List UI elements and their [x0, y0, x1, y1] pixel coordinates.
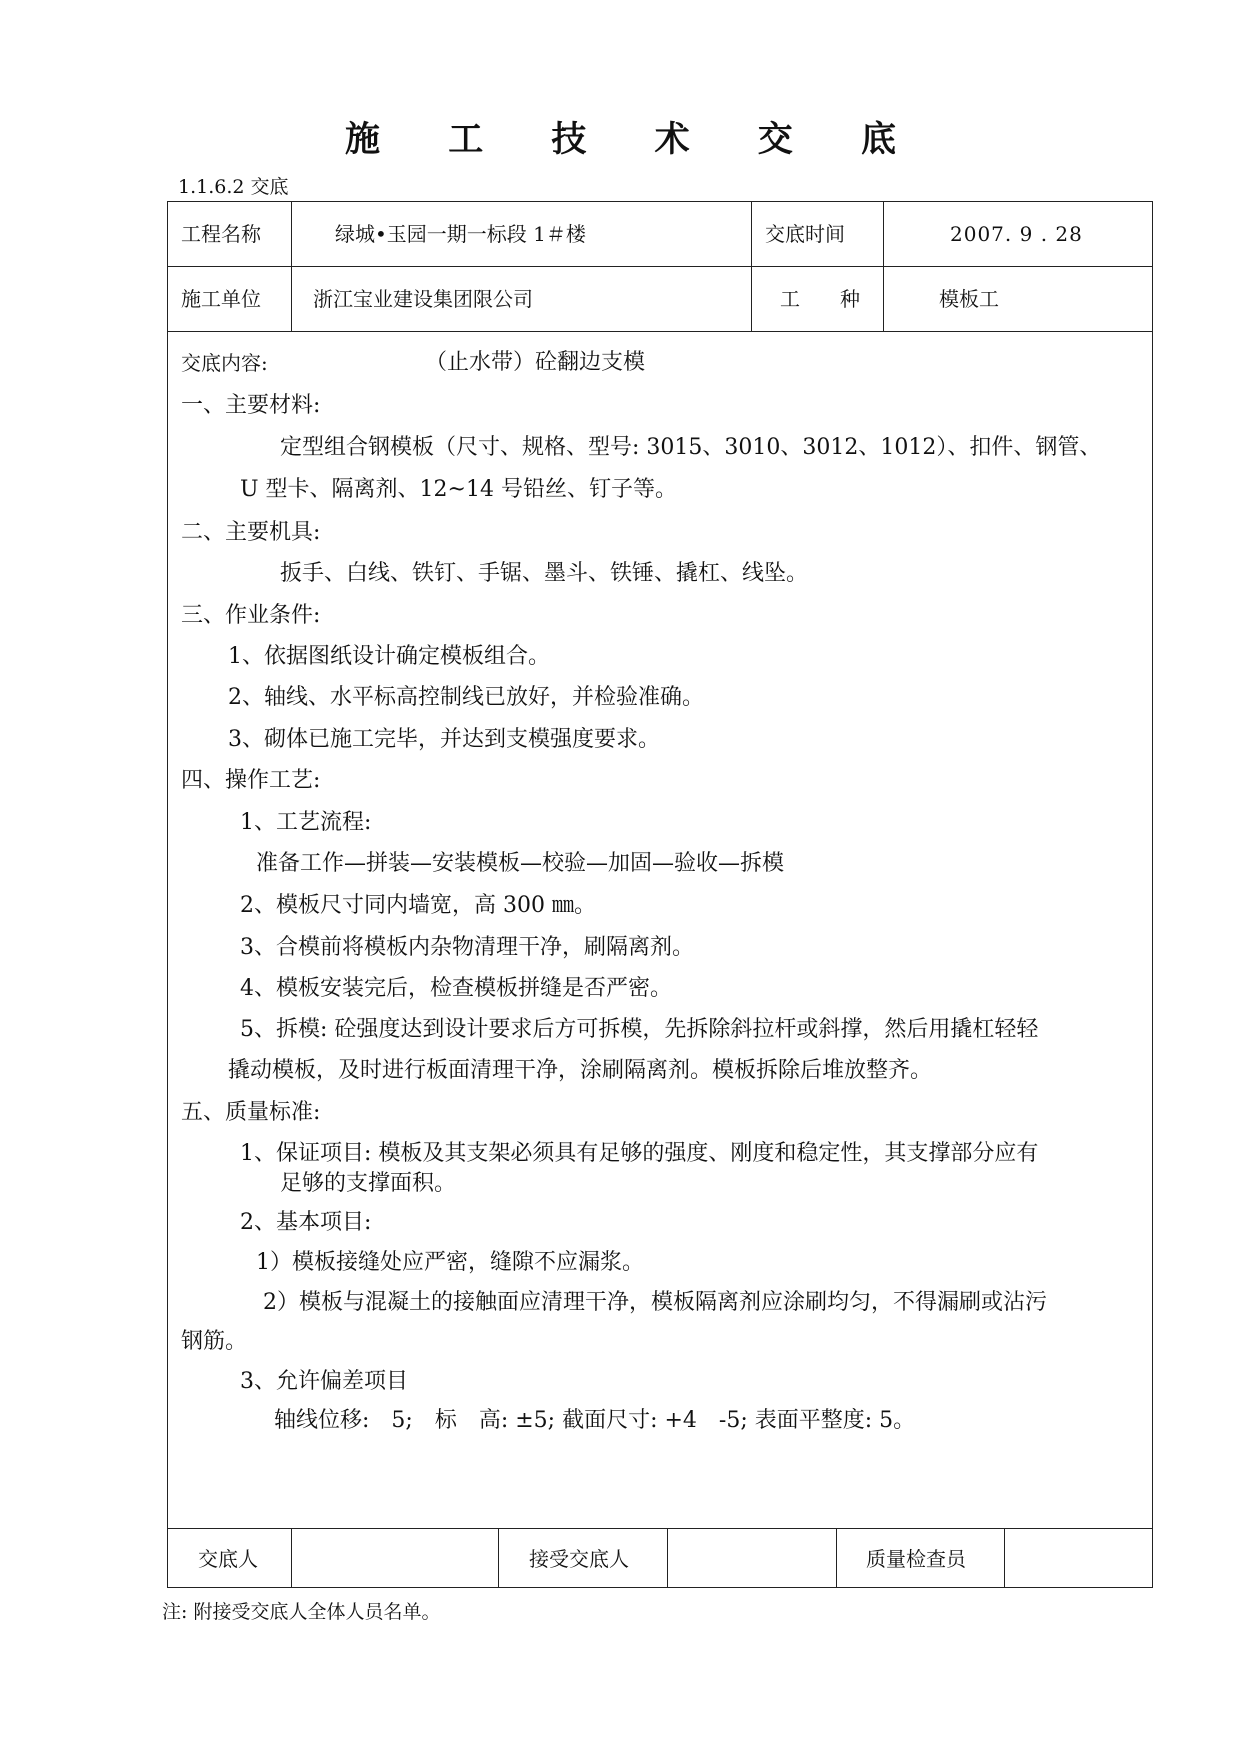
row-divider	[168, 266, 1152, 267]
section-heading: 三、作业条件:	[181, 603, 321, 628]
disclosure-time-value: 2007. 9 . 28	[950, 222, 1083, 246]
content-line: 足够的支撑面积。	[280, 1171, 457, 1196]
content-line: 准备工作—拼装—安装模板—校验—加固—验收—拆模	[256, 851, 785, 876]
presenter-label: 交底人	[198, 1547, 258, 1571]
column-divider	[1004, 1528, 1005, 1588]
content-line: 扳手、白线、铁钉、手锯、墨斗、铁锤、撬杠、线坠。	[280, 561, 809, 586]
section-heading: 一、主要材料:	[181, 393, 321, 418]
content-line: 5、拆模: 砼强度达到设计要求后方可拆模，先拆除斜拉杆或斜撑，然后用撬杠轻轻	[240, 1017, 1039, 1042]
content-line: 1、工艺流程:	[240, 810, 372, 835]
content-line: 2、基本项目:	[240, 1210, 372, 1235]
content-line: 3、允许偏差项目	[240, 1369, 408, 1394]
document-title: 施 工 技 术 交 底	[345, 119, 924, 160]
content-line: 撬动模板，及时进行板面清理干净，涂刷隔离剂。模板拆除后堆放整齐。	[228, 1058, 933, 1083]
column-divider	[291, 1528, 292, 1588]
section-heading: 五、质量标准:	[181, 1100, 321, 1125]
content-line: 1）模板接缝处应严密，缝隙不应漏浆。	[256, 1250, 644, 1275]
row-divider	[168, 331, 1152, 332]
content-line: 2）模板与混凝土的接触面应清理干净，模板隔离剂应涂刷均匀，不得漏刷或沾污	[263, 1290, 1047, 1315]
content-line: U 型卡、隔离剂、12~14 号铅丝、钉子等。	[240, 477, 677, 502]
project-name-value: 绿城•玉园一期一标段 1＃楼	[335, 222, 586, 246]
section-heading: 二、主要机具:	[181, 520, 321, 545]
content-line: 3、合模前将模板内杂物清理干净，刷隔离剂。	[240, 935, 694, 960]
construction-unit-label: 施工单位	[181, 287, 261, 311]
footnote: 注: 附接受交底人全体人员名单。	[162, 1601, 441, 1623]
content-line: 钢筋。	[181, 1329, 248, 1354]
disclosure-time-label: 交底时间	[765, 222, 845, 246]
section-number: 1.1.6.2 交底	[178, 176, 289, 198]
content-line: 3、砌体已施工完毕，并达到支模强度要求。	[228, 727, 660, 752]
inspector-label: 质量检查员	[866, 1547, 966, 1571]
column-divider	[498, 1528, 499, 1588]
content-title: （止水带）砼翻边支模	[425, 350, 646, 375]
content-line: 2、模板尺寸同内墙宽，高 300 ㎜。	[240, 893, 596, 918]
content-line: 定型组合钢模板（尺寸、规格、型号: 3015、3010、3012、1012）、扣件、钢管、	[280, 435, 1102, 460]
project-name-label: 工程名称	[181, 222, 261, 246]
trade-label: 工 种	[780, 287, 860, 311]
content-line: 1、保证项目: 模板及其支架必须具有足够的强度、刚度和稳定性，其支撑部分应有	[240, 1141, 1039, 1166]
disclosure-form	[167, 201, 1153, 1588]
content-line: 4、模板安装完后，检查模板拼缝是否严密。	[240, 976, 672, 1001]
content-line: 2、轴线、水平标高控制线已放好，并检验准确。	[228, 685, 704, 710]
column-divider	[667, 1528, 668, 1588]
column-divider	[291, 202, 292, 331]
trade-value: 模板工	[939, 287, 999, 311]
content-label: 交底内容:	[181, 351, 268, 375]
construction-unit-value: 浙江宝业建设集团限公司	[313, 287, 533, 311]
column-divider	[751, 202, 752, 331]
column-divider	[836, 1528, 837, 1588]
receiver-label: 接受交底人	[529, 1547, 629, 1571]
content-line: 1、依据图纸设计确定模板组合。	[228, 644, 550, 669]
section-heading: 四、操作工艺:	[181, 768, 321, 793]
column-divider	[883, 202, 884, 331]
tolerance-line: 轴线位移: 5; 标 高: ±5; 截面尺寸: +4 -5; 表面平整度: 5。	[274, 1408, 916, 1433]
